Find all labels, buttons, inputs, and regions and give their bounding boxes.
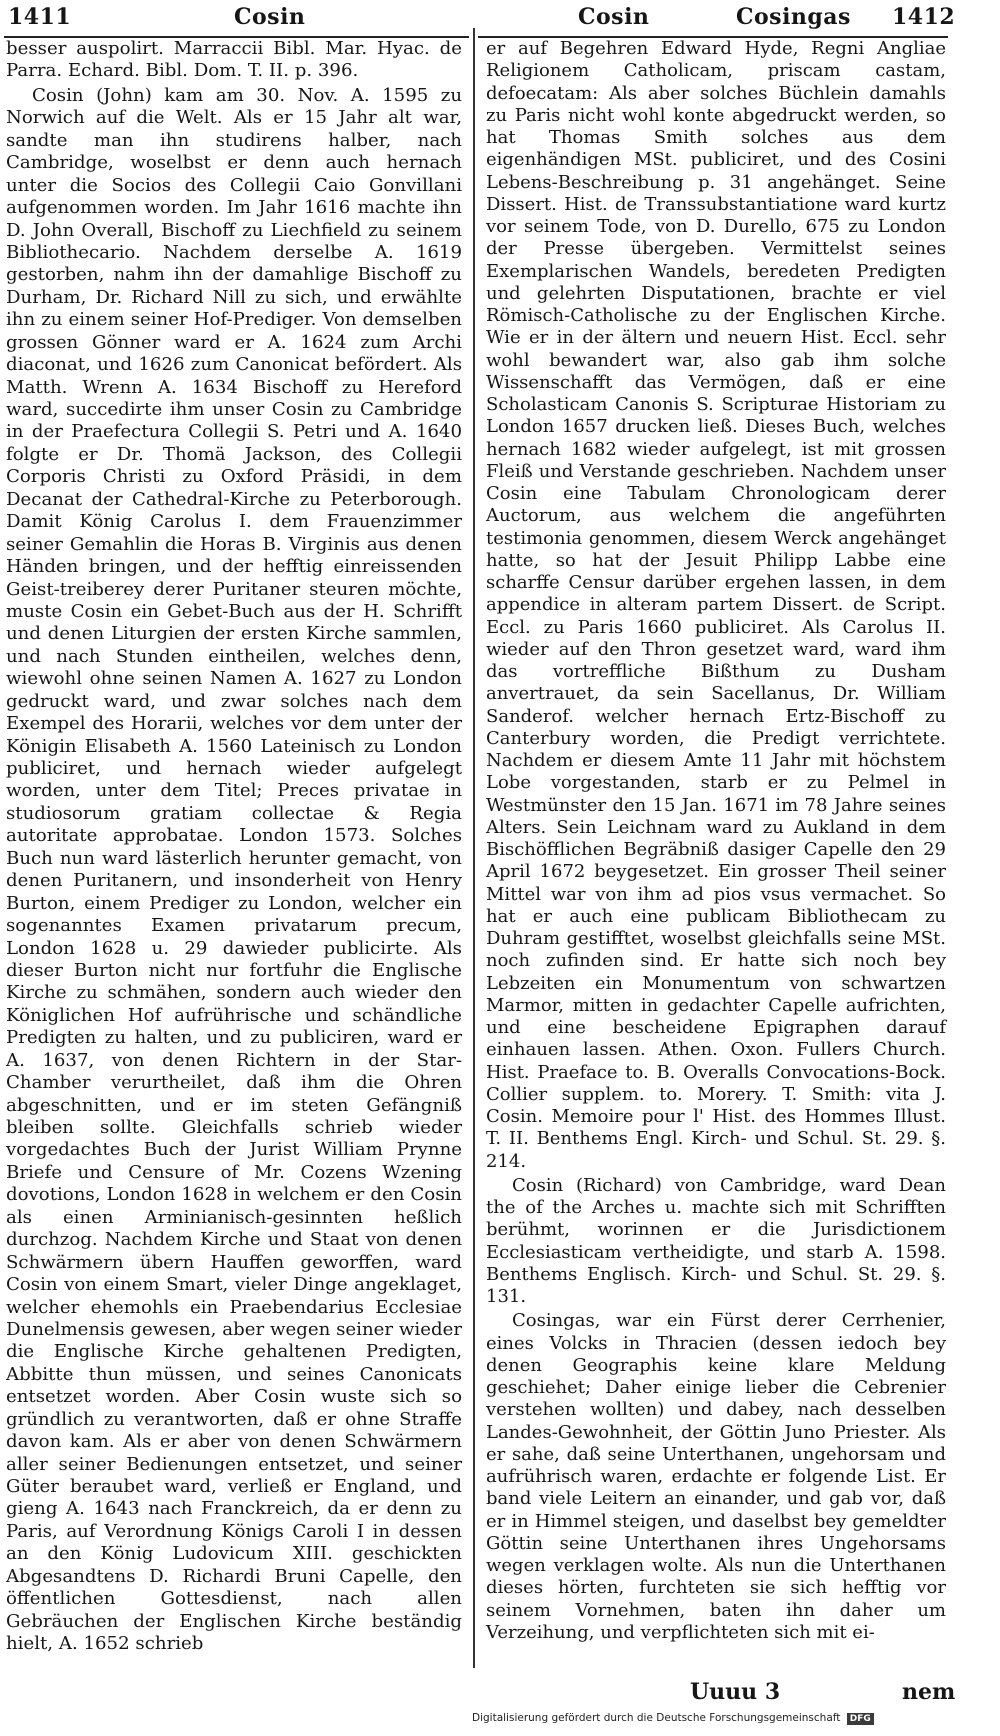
right-page-number: 1412 (892, 4, 956, 30)
signature-mark: Uuuu 3 (690, 1679, 781, 1705)
right-paragraph-3: Cosingas, war ein Fürst derer Cerrhenier, eines Volcks in Thracien (dessen iedoch bey denen Geographis keine klare Meldung geschiehet; Daher einige lieber die Cebrenier verstehen wollten) und dabey, nach desselben Landes-Gewohnheit, der Göttin Juno Priester. Als er sahe, daß seine Unterthanen, ungehorsam und aufrührisch waren, erdachte er folgende List. Er band viele Leitern an einander, und gab vor, daß er in Himmel steigen, und daselbst bey gemeldter Göttin seine Unterthanen ihres Ungehorsams wegen verklagen wolte. Als nun die Unterthanen dieses hörten, furchteten sie sich hefftig vor seinem Vornehmen, baten ihn daher um Verzeihung, und verpflichteten sich mit ei- (486, 1310, 946, 1643)
right-column (486, 38, 946, 1644)
right-paragraph-1: er auf Begehren Edward Hyde, Regni Angliae Religionem Catholicam, priscam castam, defoecatam: Als aber solches Büchlein damahls zu Paris nicht wohl konte abgedruckt werden, so hat Thomas Smith solches aus dem eigenhändigen MSt. publiciret, und des Cosini Lebens-Beschreibung p. 31 angehänget. Seine Dissert. Hist. de Transsubstantiatione ward kurtz vor seinem Tode, von D. Durello, 675 zu London der Presse übergeben. Vermittelst seines Exemplarischen Wandels, beredeten Predigten und gelehrten Disputationen, brachte er viel Römisch-Catholische zu der Englischen Kirche. Wie er in der ältern und neuern Hist. Eccl. sehr wohl bewandert war, also gab ihm solche Wissenschafft das Vermögen, daß er eine Scholasticam Canonis S. Scripturae Historiam zu London 1657 drucken ließ. Dieses Buch, welches hernach 1682 wieder aufgelegt, ist mit grossen Fleiß und Verstande geschrieben. Nachdem unser Cosin eine Tabulam Chronologicam derer Auctorum, aus welchem die angeführten testimonia genommen, diesem Werck angehänget hatte, so hat der Jesuit Philipp Labbe eine scharffe Censur darüber ergehen lassen, in dem appendice in alteram partem Dissert. de Script. Eccl. zu Paris 1660 publiciret. Als Carolus II. wieder auf den Thron gesetzet ward, ward ihm das vortreffliche Bißthum zu Dusham anvertrauet, da sein Sacellanus, Dr. William Sanderof. welcher hernach Ertz-Bischoff zu Canterbury worden, die Predigt verrichtete. Nachdem er diesem Amte 11 Jahr mit höchstem Lobe vorgestanden, starb er zu Pelmel in Westmünster den 15 Jan. 1671 im 78 Jahre seines Alters. Sein Leichnam ward zu Aukland in dem Bischöfflichen Begräbniß dasiger Capelle den 29 April 1672 beygesetzet. Ein grosser Theil seiner Mittel war von ihm ad pios vsus vermachet. So hat er auch eine publicam Bibliothecam zu Duhram gestifftet, woselbst gleichfalls seine MSt. noch zufinden sind. Er hatte sich noch bey Lebzeiten ein Monumentum von schwartzen Marmor, mitten in gedachter Capelle aufrichten, und eine bescheidene Epigraphen darauf einhauen lassen. Athen. Oxon. Fullers Church. Hist. Praeface to. B. Overalls Convocations-Bock. Collier supplem. to. Morery. T. Smith: vita J. Cosin. Memoire pour l' Hist. des Hommes Illust. T. II. Benthems Engl. Kirch- und Schul. St. 29. §. 214. (486, 38, 946, 1172)
left-column (6, 38, 462, 1656)
digitization-text: Digitalisierung gefördert durch die Deutsche Forschungsgemeinschaft (472, 1712, 841, 1724)
left-paragraph-1: besser auspolirt. Marraccii Bibl. Mar. Hyac. de Parra. Echard. Bibl. Dom. T. II. p. 396. (6, 38, 462, 82)
right-running-title-1: Cosin (578, 4, 650, 30)
right-paragraph-2: Cosin (Richard) von Cambridge, ward Dean the of the Arches u. machte sich mit Schrifften berühmt, worinnen er die Jurisdictionem Ecclesiasticam vertheidigte, und starb A. 1598. Benthems Englisch. Kirch- und Schul. St. 29. §. 131. (486, 1174, 946, 1307)
dfg-logo: DFG (847, 1713, 874, 1725)
digitization-note (472, 1712, 874, 1725)
left-page-number: 1411 (8, 4, 72, 30)
column-divider (473, 28, 475, 1668)
right-running-title-2: Cosingas (736, 4, 851, 30)
catchword: nem (902, 1679, 956, 1705)
left-running-title: Cosin (234, 4, 306, 30)
left-paragraph-2: Cosin (John) kam am 30. Nov. A. 1595 zu Norwich auf die Welt. Als er 15 Jahr alt war, sandte man ihn studirens halber, nach Cambridge, woselbst er denn auch hernach unter die Socios des Collegii Caio Gonvillani aufgenommen worden. Im Jahr 1616 machte ihn D. John Overall, Bischoff zu Liechfield zu seinem Bibliothecario. Nachdem derselbe A. 1619 gestorben, nahm ihn der damahlige Bischoff zu Durham, Dr. Richard Nill zu sich, und erwählte ihn zu einem seiner Hof-Prediger. Von demselben grossen Gönner ward er A. 1624 zum Archi diaconat, und 1626 zum Canonicat befördert. Als Matth. Wrenn A. 1634 Bischoff zu Hereford ward, succedirte ihm unser Cosin zu Cambridge in der Praefectura Collegii S. Petri und A. 1640 folgte er Dr. Thomä Jackson, des Collegii Corporis Christi zu Oxford Präsidi, in dem Decanat der Cathedral-Kirche zu Peterborough. Damit König Carolus I. dem Frauenzimmer seiner Gemahlin die Horas B. Virginis aus denen Händen bringen, und der hefftig einreissenden Geist-treiberey derer Puritaner steuren möchte, muste Cosin ein Gebet-Buch aus der H. Schrifft und denen Liturgien der ersten Kirche sammlen, und nach Stunden eintheilen, welches denn, wiewohl ohne seinen Namen A. 1627 zu London gedruckt ward, und zwar solches nach dem Exempel des Horarii, welches vor dem unter der Königin Elisabeth A. 1560 Lateinisch zu London publiciret, und hernach wieder aufgelegt worden, unter dem Titel; Preces privatae in studiosorum gratiam collectae & Regia autoritate approbatae. London 1573. Solches Buch nun ward lästerlich herunter gemacht, von denen Puritanern, und insonderheit von Henry Burton, einem Prediger zu London, welcher ein sogenanntes Examen privatarum precum, London 1628 u. 29 dawieder publicirte. Als dieser Burton nicht nur fortfuhr die Englische Kirche zu schmähen, sondern auch wieder den Königlichen Hof aufrührische und schändliche Predigten zu halten, und zu publiciren, ward er A. 1637, von denen Richtern in der Star-Chamber verurtheilet, daß ihm die Ohren abgeschnitten, und er im steten Gefängniß bleiben sollte. Gleichfalls schrieb wieder vorgedachtes Buch der Jurist William Prynne Briefe und Censure of Mr. Cozens Wzening dovotions, London 1628 in welchem er den Cosin als einen Arminianisch-gesinnten heßlich durchzog. Nachdem Kirche und Staat von denen Schwärmern übern Hauffen geworffen, ward Cosin von einem Smart, vieler Dinge angeklaget, welcher ehemohls ein Praebendarius Ecclesiae Dunelmensis gewesen, aber wegen seiner wieder die Englische Kirche gehaltenen Predigten, Abbitte thun müssen, und seines Canonicats entsetzet worden. Aber Cosin wuste sich so gründlich zu verantworten, daß er ohne Straffe davon kam. Als er aber von denen Schwärmern aller seiner Bedienungen entsetzet, und seiner Güter beraubet ward, verließ er England, und gieng A. 1643 nach Franckreich, da er denn zu Paris, auf Verordnung Königs Caroli I in dessen an den König Ludovicum XIII. geschickten Abgesandtens D. Richardi Bruni Capelle, den öffentlichen Gottesdienst, nach allen Gebräuchen der Englischen Kirche beständig hielt, A. 1652 schrieb (6, 84, 462, 1655)
